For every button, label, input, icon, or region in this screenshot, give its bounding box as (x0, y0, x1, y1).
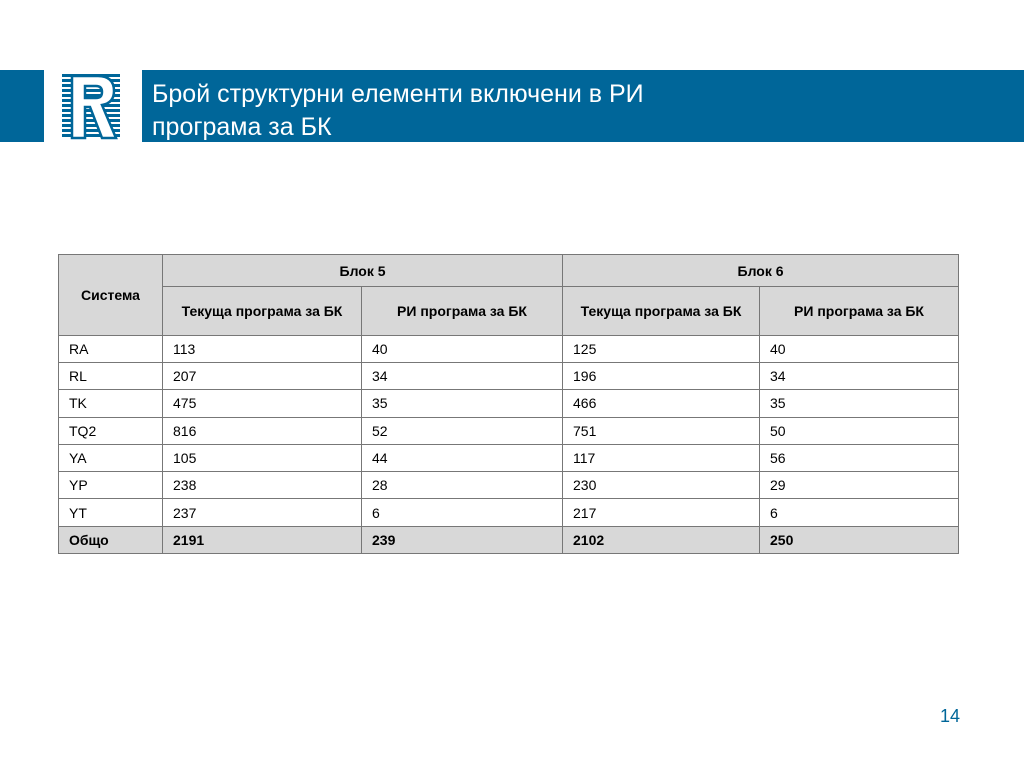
cell-value: 751 (563, 417, 760, 444)
cell-value: 466 (563, 390, 760, 417)
slide-title-line1: Брой структурни елементи включени в РИ (152, 80, 644, 108)
table-row (59, 417, 959, 444)
cell-value: 237 (163, 499, 362, 526)
cell-value: 105 (163, 444, 362, 471)
cell-value: 217 (563, 499, 760, 526)
cell-value: 6 (362, 499, 563, 526)
cell-system: TQ2 (59, 417, 163, 444)
cell-value: 34 (760, 363, 959, 390)
table-row (59, 363, 959, 390)
cell-value: 29 (760, 472, 959, 499)
header-ri-program: РИ програма за БК (760, 287, 959, 335)
cell-value: 207 (163, 363, 362, 390)
cell-system: TK (59, 390, 163, 417)
table-row (59, 499, 959, 526)
cell-value: 230 (563, 472, 760, 499)
cell-value: 475 (163, 390, 362, 417)
cell-value: 238 (163, 472, 362, 499)
cell-value: 56 (760, 444, 959, 471)
cell-total-value: 2191 (163, 526, 362, 553)
cell-value: 113 (163, 335, 362, 362)
cell-total-label: Общо (59, 526, 163, 553)
cell-value: 52 (362, 417, 563, 444)
table-row (59, 444, 959, 471)
cell-system: YP (59, 472, 163, 499)
header-ri-program: РИ програма за БК (362, 287, 563, 335)
cell-total-value: 250 (760, 526, 959, 553)
slide-title (152, 78, 1012, 144)
cell-system: RL (59, 363, 163, 390)
cell-value: 50 (760, 417, 959, 444)
cell-value: 35 (760, 390, 959, 417)
header-group-block5: Блок 5 (163, 255, 563, 287)
cell-value: 117 (563, 444, 760, 471)
cell-value: 196 (563, 363, 760, 390)
table-total-row (59, 526, 959, 553)
cell-value: 40 (760, 335, 959, 362)
table-row (59, 390, 959, 417)
header-group-block6: Блок 6 (563, 255, 959, 287)
cell-value: 6 (760, 499, 959, 526)
table-row (59, 335, 959, 362)
cell-system: RA (59, 335, 163, 362)
cell-value: 35 (362, 390, 563, 417)
cell-value: 816 (163, 417, 362, 444)
page-number: 14 (939, 706, 960, 726)
header-bar-left (0, 70, 44, 142)
cell-value: 125 (563, 335, 760, 362)
table-row (59, 472, 959, 499)
cell-value: 34 (362, 363, 563, 390)
cell-value: 44 (362, 444, 563, 471)
slide-title-line2: програма за БК (152, 113, 332, 141)
cell-total-value: 2102 (563, 526, 760, 553)
header-current-program: Текуща програма за БК (163, 287, 362, 335)
cell-value: 28 (362, 472, 563, 499)
cell-total-value: 239 (362, 526, 563, 553)
cell-value: 40 (362, 335, 563, 362)
data-table (58, 254, 959, 554)
cell-system: YA (59, 444, 163, 471)
r-letter-logo-icon (58, 70, 124, 142)
cell-system: YT (59, 499, 163, 526)
header-system: Система (59, 255, 163, 336)
header-current-program: Текуща програма за БК (563, 287, 760, 335)
